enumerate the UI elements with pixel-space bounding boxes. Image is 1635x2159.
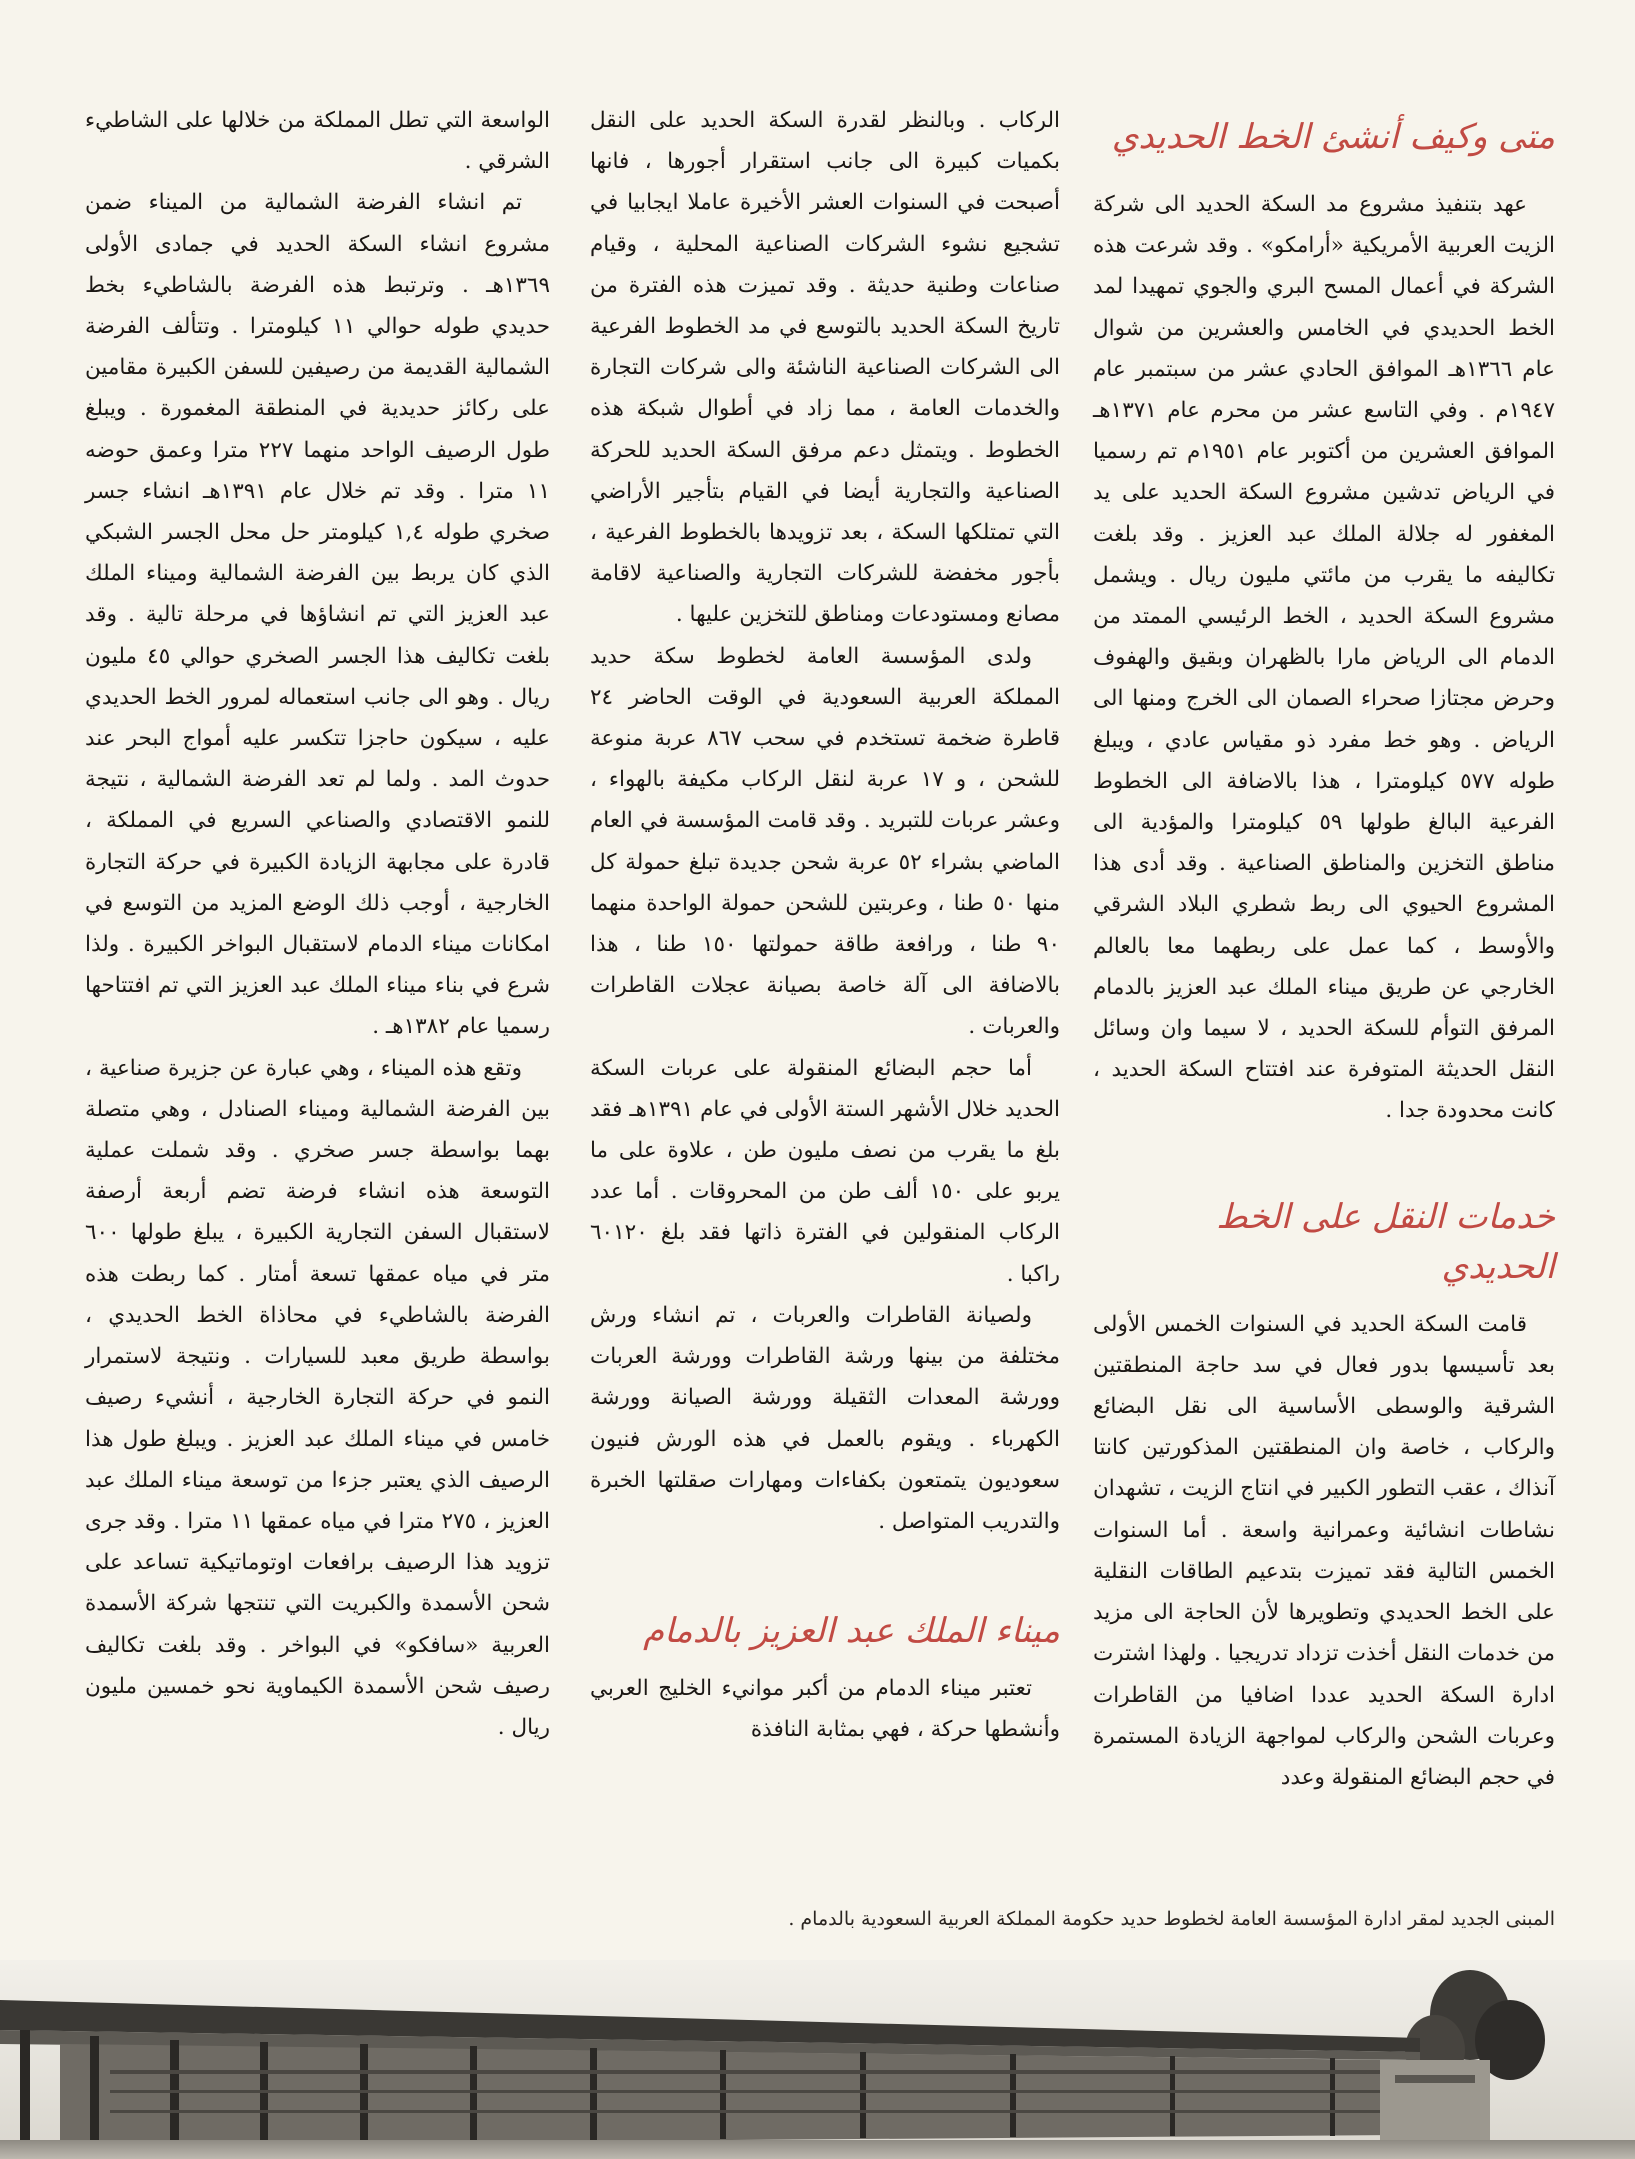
paragraph: ولدى المؤسسة العامة لخطوط سكة حديد المملكة العربية السعودية في الوقت الحاضر ٢٤ قاطرة ضخمة تستخدم في سحب ٨٦٧ عربة منوعة للشحن ، و ١٧ عربة لنقل الركاب مكيفة بالهواء ، وعشر عربات للتبريد . وقد قامت المؤسسة في العام الماضي بشراء ٥٢ عربة شحن جديدة تبلغ حمولة كل منها ٥٠ طنا ، وعربتين للشحن حمولة الواحدة منهما ٩٠ طنا ، ورافعة طاقة حمولتها ١٥٠ طنا ، هذا بالاضافة الى آلة خاصة بصيانة عجلات القاطرات والعربات .	[590, 643, 1060, 1040]
paragraph: قامت السكة الحديد في السنوات الخمس الأولى بعد تأسيسها بدور فعال في سد حاجة المنطقتين الشرقية والوسطى الأساسية الى نقل البضائع والركاب ، خاصة وان المنطقتين المذكورتين كانتا آنذاك ، عقب التطور الكبير في انتاج الزيت ، تشهدان نشاطات انشائية وعمرانية واسعة . أما السنوات الخمس التالية فقد تميزت بتدعيم الطاقات النقلية على الخط الحديدي وتطويرها لأن الحاجة الى مزيد من خدمات النقل أخذت تزداد تدريجيا . ولهذا اشترت ادارة السكة الحديد عددا اضافيا من القاطرات وعربات الشحن والركاب لمواجهة الزيادة المستمرة في حجم البضائع المنقولة وعدد	[1093, 1311, 1555, 1790]
paragraph: تم انشاء الفرضة الشمالية من الميناء ضمن مشروع انشاء السكة الحديد في جمادى الأولى ١٣٦٩هـ . وترتبط هذه الفرضة بالشاطيء بخط حديدي طوله حوالي ١١ كيلومترا . وتتألف الفرضة الشمالية القديمة من رصيفين للسفن الكبيرة مقامين على ركائز حديدية في المنطقة المغمورة . ويبلغ طول الرصيف الواحد منهما ٢٢٧ مترا وعمق حوضه ١١ مترا . وقد تم خلال عام ١٣٩١هـ انشاء جسر صخري طوله ١,٤ كيلومتر حل محل الجسر الشبكي الذي كان يربط بين الفرضة الشمالية وميناء الملك عبد العزيز التي تم انشاؤها في مرحلة تالية . وقد بلغت تكاليف هذا الجسر الصخري حوالي ٤٥ مليون ريال . وهو الى جانب استعماله لمرور الخط الحديدي عليه ، سيكون حاجزا تتكسر عليه أمواج البحر عند حدوث المد . ولما لم تعد الفرضة الشمالية ، نتيجة للنمو الاقتصادي والصناعي السريع في المملكة ، قادرة على مجابهة الزيادة الكبيرة في حركة التجارة الخارجية ، أوجب ذلك الوضع المزيد من التوسع في امكانات ميناء الدمام لاستقبال البواخر الكبيرة . ولذا شرع في بناء ميناء الملك عبد العزيز التي تم افتتاحها رسميا عام ١٣٨٢هـ .	[85, 190, 551, 1040]
paragraph: وتقع هذه الميناء ، وهي عبارة عن جزيرة صناعية ، بين الفرضة الشمالية وميناء الصنادل ، وهي متصلة بهما بواسطة جسر صخري . وقد شملت عملية التوسعة هذه انشاء فرضة تضم أربعة أرصفة لاستقبال السفن التجارية الكبيرة ، يبلغ طولها ٦٠٠ متر في مياه عمقها تسعة أمتار . كما ربطت هذه الفرضة بالشاطيء في محاذاة الخط الحديدي ، بواسطة طريق معبد للسيارات . ونتيجة لاستمرار النمو في حركة التجارة الخارجية ، أنشيء رصيف خامس في ميناء الملك عبد العزيز . ويبلغ طول هذا الرصيف الذي يعتبر جزءا من توسعة ميناء الملك عبد العزيز ، ٢٧٥ مترا في مياه عمقها ١١ مترا . وقد جرى تزويد هذا الرصيف برافعات اوتوماتيكية تساعد على شحن الأسمدة والكبريت التي تنتجها شركة الأسمدة العربية «سافكو» في البواخر . وقد بلغت تكاليف رصيف شحن الأسمدة الكيماوية نحو خمسين مليون ريال .	[85, 1055, 550, 1740]
paragraph: الواسعة التي تطل المملكة من خلالها على الشاطيء الشرقي .	[85, 108, 550, 175]
building-photo	[0, 1960, 1635, 2159]
heading-dammam-port: ميناء الملك عبد العزيز بالدمام	[643, 1611, 1060, 1652]
left-column	[85, 100, 550, 1748]
middle-column	[590, 100, 1060, 1751]
heading-railway-history: متى وكيف أنشئ الخط الحديدي	[1111, 117, 1555, 157]
paragraph: ولصيانة القاطرات والعربات ، تم انشاء ورش مختلفة من بينها ورشة القاطرات وورشة العربات وورشة المعدات الثقيلة وورشة الصيانة وورشة الكهرباء . ويقوم بالعمل في هذه الورش فنيون سعوديون يتمتعون بكفاءات ومهارات صقلتها الخبرة والتدريب المتواصل .	[590, 1302, 1060, 1534]
photo-caption: المبنى الجديد لمقر ادارة المؤسسة العامة لخطوط حديد حكومة المملكة العربية السعودية بالدمام .	[788, 1908, 1555, 1930]
paragraph: الركاب . وبالنظر لقدرة السكة الحديد على النقل بكميات كبيرة الى جانب استقرار أجورها ، فانها أصبحت في السنوات العشر الأخيرة عاملا ايجابيا في تشجيع نشوء الشركات الصناعية المحلية ، وقيام صناعات وطنية حديثة . وقد تميزت هذه الفترة من تاريخ السكة الحديد بالتوسع في مد الخطوط الفرعية الى الشركات الصناعية الناشئة والى شركات التجارة والخدمات العامة ، مما زاد في أطوال شبكة هذه الخطوط . ويتمثل دعم مرفق السكة الحديد للحركة الصناعية والتجارية أيضا في القيام بتأجير الأراضي التي تمتلكها السكة ، بعد تزويدها بالخطوط الفرعية ، بأجور مخفضة للشركات التجارية والصناعية لاقامة مصانع ومستودعات ومناطق للتخزين عليها .	[590, 108, 1060, 628]
paragraph: تعتبر ميناء الدمام من أكبر موانيء الخليج العربي وأنشطها حركة ، فهي بمثابة النافذة	[590, 1676, 1060, 1743]
right-column	[1093, 100, 1555, 1798]
paragraph: أما حجم البضائع المنقولة على عربات السكة الحديد خلال الأشهر الستة الأولى في عام ١٣٩١هـ فقد بلغ ما يقرب من نصف مليون طن ، علاوة على ما يربو على ١٥٠ ألف طن من المحروقات . أما عدد الركاب المنقولين في الفترة ذاتها فقد بلغ ٦٠١٢٠ راكبا .	[590, 1055, 1060, 1287]
heading-transport-services: خدمات النقل على الخط الحديدي	[1216, 1196, 1555, 1287]
paragraph: عهد بتنفيذ مشروع مد السكة الحديد الى شركة الزيت العربية الأمريكية «أرامكو» . وقد شرعت هذه الشركة في أعمال المسح البري والجوي تمهيدا لمد الخط الحديدي في الخامس والعشرين من شوال عام ١٣٦٦هـ الموافق الحادي عشر من سبتمبر عام ١٩٤٧م . وفي التاسع عشر من محرم عام ١٣٧١هـ الموافق العشرين من أكتوبر عام ١٩٥١م تم رسميا في الرياض تدشين مشروع السكة الحديد على يد المغفور له جلالة الملك عبد العزيز . وقد بلغت تكاليفه ما يقرب من مائتي مليون ريال . ويشمل مشروع السكة الحديد ، الخط الرئيسي الممتد من الدمام الى الرياض مارا بالظهران وبقيق والهفوف وحرض مجتازا صحراء الصمان الى الخرج ومنها الى الرياض . وهو خط مفرد ذو مقياس عادي ، ويبلغ طوله ٥٧٧ كيلومترا ، هذا بالاضافة الى الخطوط الفرعية البالغ طولها ٥٩ كيلومترا والمؤدية الى مناطق التخزين والمناطق الصناعية . وقد أدى هذا المشروع الحيوي الى ربط شطري البلاد الشرقي والأوسط ، كما عمل على ربطهما معا بالعالم الخارجي عن طريق ميناء الملك عبد العزيز بالدمام المرفق التوأم للسكة الحديد ، لا سيما وان وسائل النقل الحديثة المتوفرة عند افتتاح السكة الحديد ، كانت محدودة جدا .	[1093, 192, 1555, 1124]
